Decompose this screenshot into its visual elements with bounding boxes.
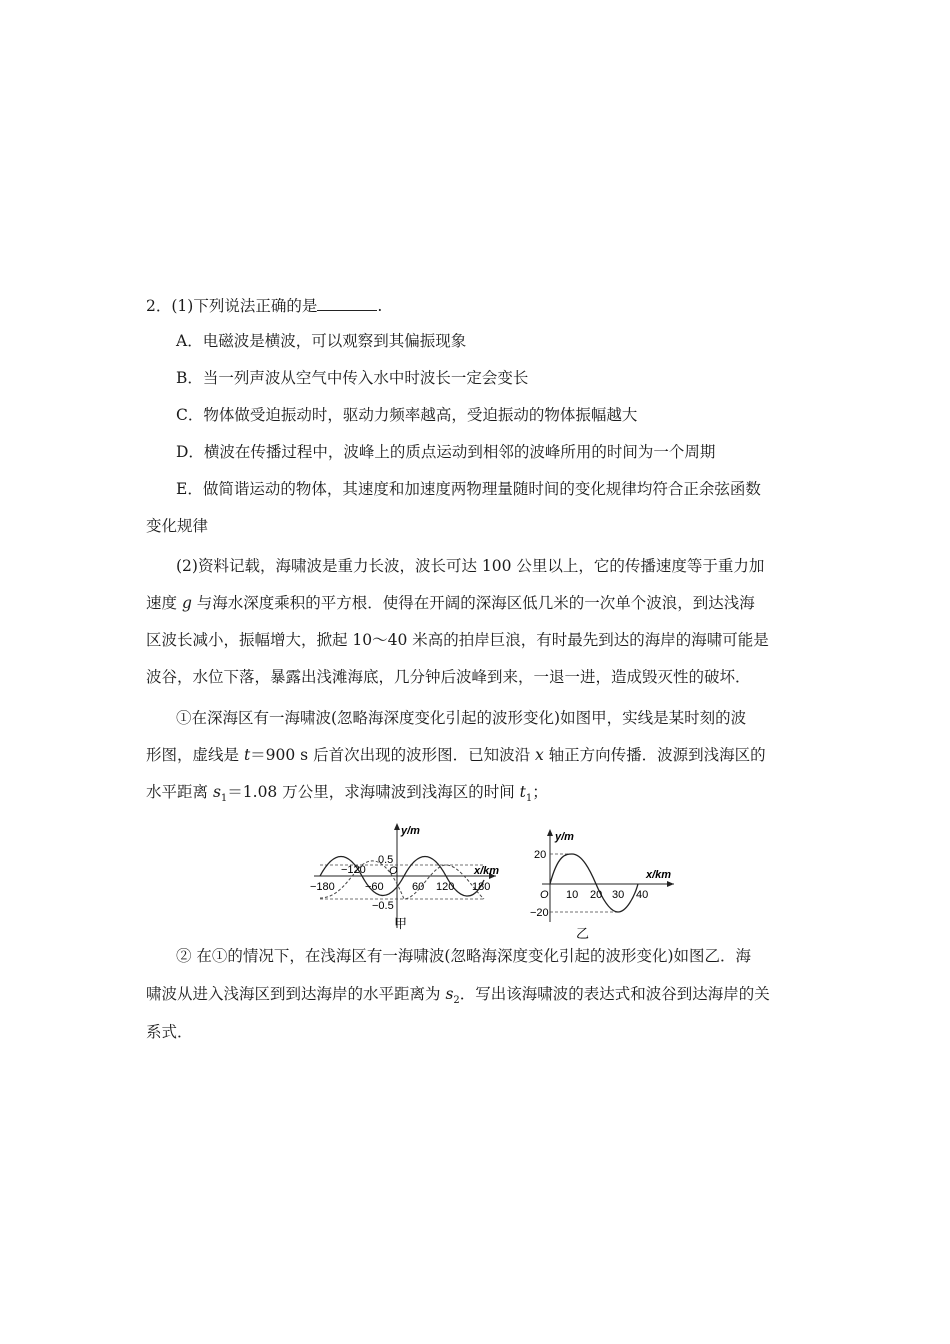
question-intro: 2．(1)下列说法正确的是 . [146,297,383,315]
sub2-line2: 啸波从进入浅海区到到达海岸的水平距离为 $s_2$．写出该海啸波的表达式和波谷到达海岸的关 [146,985,770,1007]
part2-line4: 波谷，水位下落，暴露出浅滩海底，几分钟后波峰到来，一退一进，造成毁灭性的破坏． [146,668,751,686]
part2-line3: 区波长减小，振幅增大，掀起 10～40 米高的拍岸巨浪，有时最先到达的海岸的海啸可能是 [146,631,769,649]
sub2-line3: 系式． [146,1023,193,1041]
part2-line2: 速度 g 与海水深度乘积的平方根．使得在开阔的深海区低几米的一次单个波浪，到达浅海 [146,594,755,612]
option-c: C．物体做受迫振动时，驱动力频率越高，受迫振动的物体振幅越大 [176,406,638,424]
fig-jia-origin: O [389,865,398,877]
fig-jia-ylabel: y/m [401,825,420,837]
fig-jia-xlabel: x/km [474,865,500,877]
fig-yi-tick: 40 [636,889,649,901]
fig-yi-tick: 20 [590,889,603,901]
fig-jia-tick: 120 [436,881,455,893]
figure-yi [530,826,680,946]
sub2-line1: ② 在①的情况下，在浅海区有一海啸波(忽略海深度变化引起的波形变化)如图乙．海 [176,947,752,965]
fig-yi-ybot: −20 [530,907,549,919]
sub1-line3: 水平距离 $s_1=1.08$ 万公里，求海啸波到浅海区的时间 $t_1$； [146,783,548,805]
fig-jia-tick: −60 [365,881,384,893]
part2-line1: (2)资料记载，海啸波是重力长波，波长可达 100 公里以上，它的传播速度等于重力加 [176,557,765,575]
fig-yi-origin: O [540,889,549,901]
sub1-line2: 形图，虚线是 t＝900 s 后首次出现的波形图．已知波沿 x 轴正方向传播．波源到浅海区的 [146,746,766,764]
option-b: B．当一列声波从空气中传入水中时波长一定会变长 [176,369,529,387]
fig-yi-xlabel: x/km [646,869,672,881]
sub1-line1: ①在深海区有一海啸波(忽略海深度变化引起的波形变化)如图甲，实线是某时刻的波 [176,709,747,727]
fig-jia-caption: 甲 [394,916,408,931]
fig-jia-tick: −180 [310,881,335,893]
fig-jia-ybot: −0.5 [372,900,394,912]
fig-jia-tick: 180 [472,881,491,893]
fig-yi-tick: 30 [612,889,625,901]
option-a: A．电磁波是横波，可以观察到其偏振现象 [176,332,467,350]
option-e-line2: 变化规律 [146,517,209,535]
fig-jia-tick: 60 [412,881,425,893]
fig-yi-ylabel: y/m [555,831,574,843]
answer-blank [317,296,377,311]
option-d: D．横波在传播过程中，波峰上的质点运动到相邻的波峰所用的时间为一个周期 [176,443,716,461]
figure-jia [306,820,506,938]
fig-yi-caption: 乙 [576,926,590,941]
option-e-line1: E．做简谐运动的物体，其速度和加速度两物理量随时间的变化规律均符合正余弦函数 [176,480,761,498]
fig-jia-ytop: 0.5 [378,854,394,866]
fig-jia-tick: −120 [341,864,366,876]
fig-yi-tick: 10 [566,889,579,901]
fig-yi-ytop: 20 [534,849,547,861]
